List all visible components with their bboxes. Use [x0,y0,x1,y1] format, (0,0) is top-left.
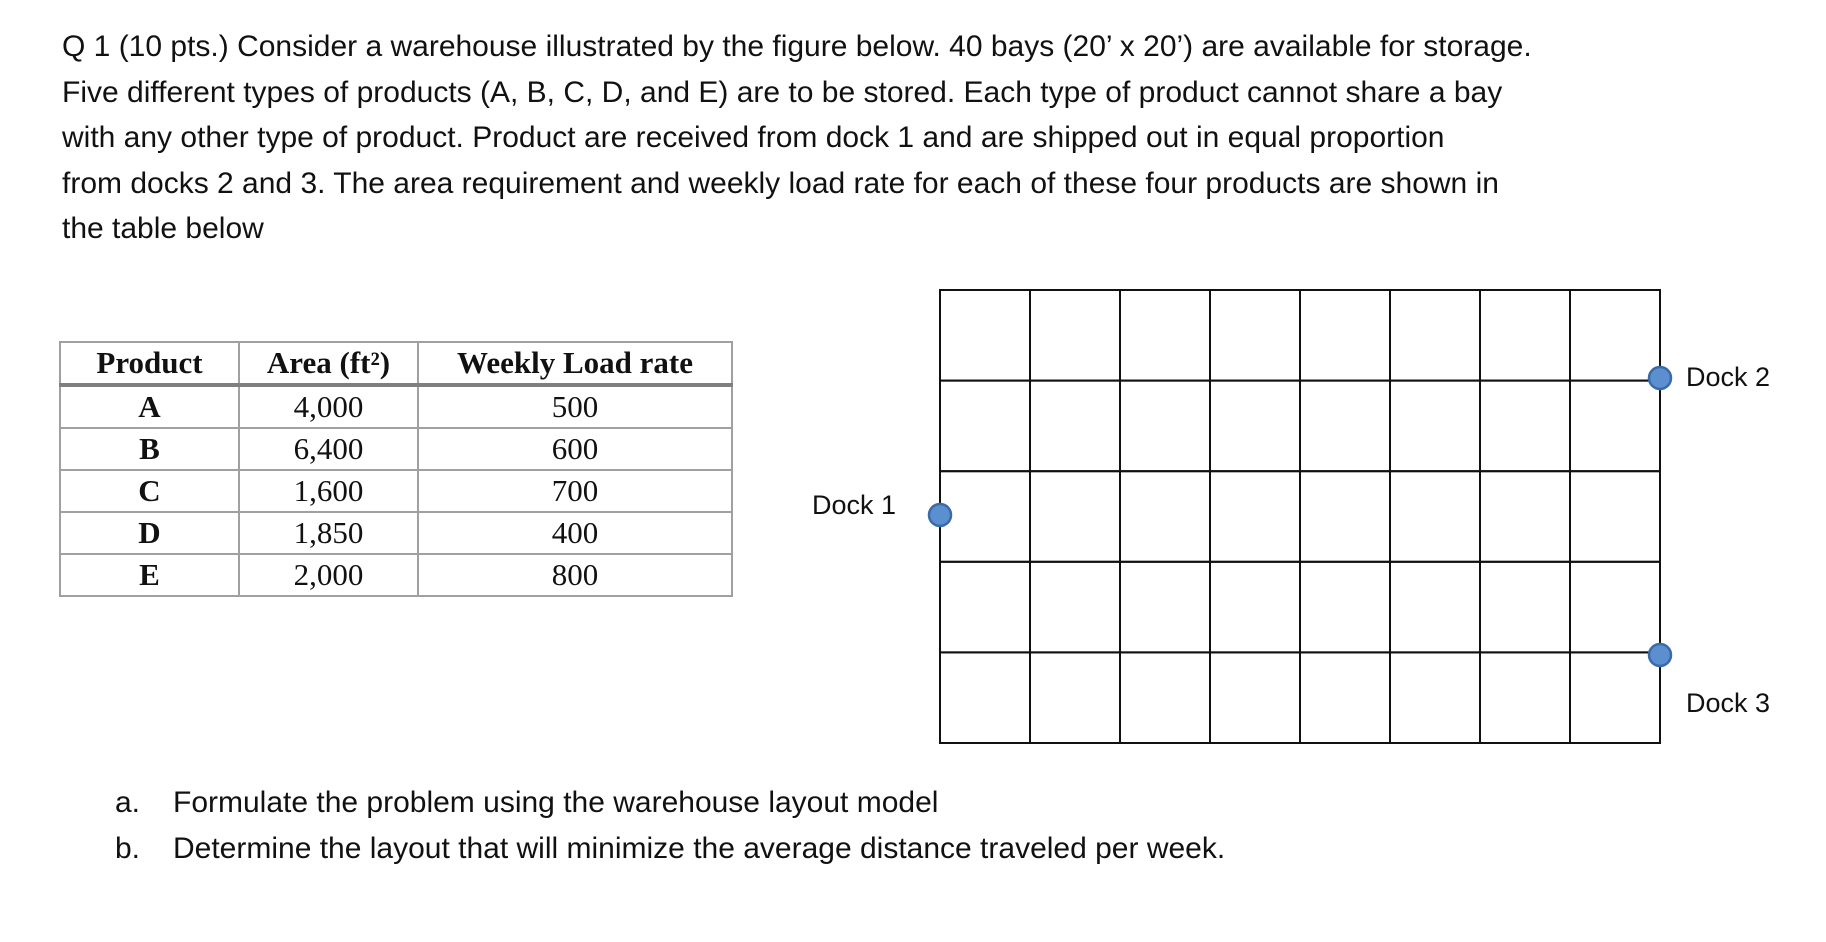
storage-bay [1030,652,1120,743]
task-item [115,780,1225,826]
task-marker: a. [115,786,141,819]
product-cell: E [60,554,239,596]
storage-bay [1390,471,1480,562]
load-rate-cell: 600 [418,428,732,470]
storage-bay [1570,471,1660,562]
question-line: with any other type of product. Product are received from dock 1 and are shipped out in equal proportion [62,121,1445,154]
storage-bay [1210,290,1300,381]
dock-2-label: Dock 2 [1686,362,1771,392]
storage-bay [1570,290,1660,381]
storage-bay [1390,652,1480,743]
header-product: Product [60,342,239,385]
load-rate-cell: 800 [418,554,732,596]
dock-3-label: Dock 3 [1686,688,1771,718]
storage-bay [1390,290,1480,381]
storage-bay [1120,290,1210,381]
storage-bay [1390,562,1480,653]
storage-bay [1570,381,1660,472]
storage-bay [1390,381,1480,472]
task-item [115,826,1225,872]
area-cell: 1,850 [239,512,418,554]
area-cell: 1,600 [239,470,418,512]
storage-bay [1210,562,1300,653]
storage-bay [1030,290,1120,381]
storage-bay [940,652,1030,743]
storage-bay [1480,562,1570,653]
area-cell: 4,000 [239,385,418,428]
storage-bay [1210,652,1300,743]
storage-bay [1210,381,1300,472]
header-area-text: Area (ft²) [266,345,391,380]
storage-bay [1570,562,1660,653]
product-cell: B [60,428,239,470]
dock-2-marker [1649,367,1671,389]
dock-1-marker [929,504,951,526]
storage-bay [1480,471,1570,562]
storage-bay [940,381,1030,472]
question-line: Five different types of products (A, B, C, D, and E) are to be stored. Each type of product cannot share a bay [62,75,1503,109]
task-marker: b. [115,831,141,865]
storage-bay [1570,652,1660,743]
storage-bay [1480,290,1570,381]
storage-bay [1300,471,1390,562]
load-rate-cell: 500 [418,385,732,428]
storage-bay [1120,652,1210,743]
storage-bay [1120,562,1210,653]
load-rate-cell: 400 [418,512,732,554]
storage-bay [1030,381,1120,472]
storage-bay [940,562,1030,653]
dock-1-label: Dock 1 [812,490,897,520]
task-text: Determine the layout that will minimize the average distance traveled per week. [173,831,1226,865]
dock-3-marker [1649,644,1671,666]
product-cell: C [60,470,239,512]
storage-bay [1300,290,1390,381]
question-line: the table below [62,212,264,245]
area-cell: 2,000 [239,554,418,596]
storage-bay [1300,652,1390,743]
header-load-rate: Weekly Load rate [418,342,732,385]
product-cell: D [60,512,239,554]
product-cell: A [60,385,239,428]
storage-bay [1030,471,1120,562]
bay-grid [940,290,1660,743]
storage-bay [1120,471,1210,562]
storage-bay [1120,381,1210,472]
storage-bay [1480,652,1570,743]
load-rate-cell: 700 [418,470,732,512]
question-line: from docks 2 and 3. The area requirement and weekly load rate for each of these four products are shown in [62,166,1499,200]
question-line: Q 1 (10 pts.) Consider a warehouse illustrated by the figure below. 40 bays (20’ x 20’) are available for storage. [62,30,1532,63]
storage-bay [1300,381,1390,472]
storage-bay [940,290,1030,381]
storage-bay [940,471,1030,562]
task-list [115,780,1225,871]
storage-bay [1480,381,1570,472]
storage-bay [1030,562,1120,653]
task-text: Formulate the problem using the warehouse layout model [173,786,939,819]
area-cell: 6,400 [239,428,418,470]
storage-bay [1210,471,1300,562]
storage-bay [1300,562,1390,653]
